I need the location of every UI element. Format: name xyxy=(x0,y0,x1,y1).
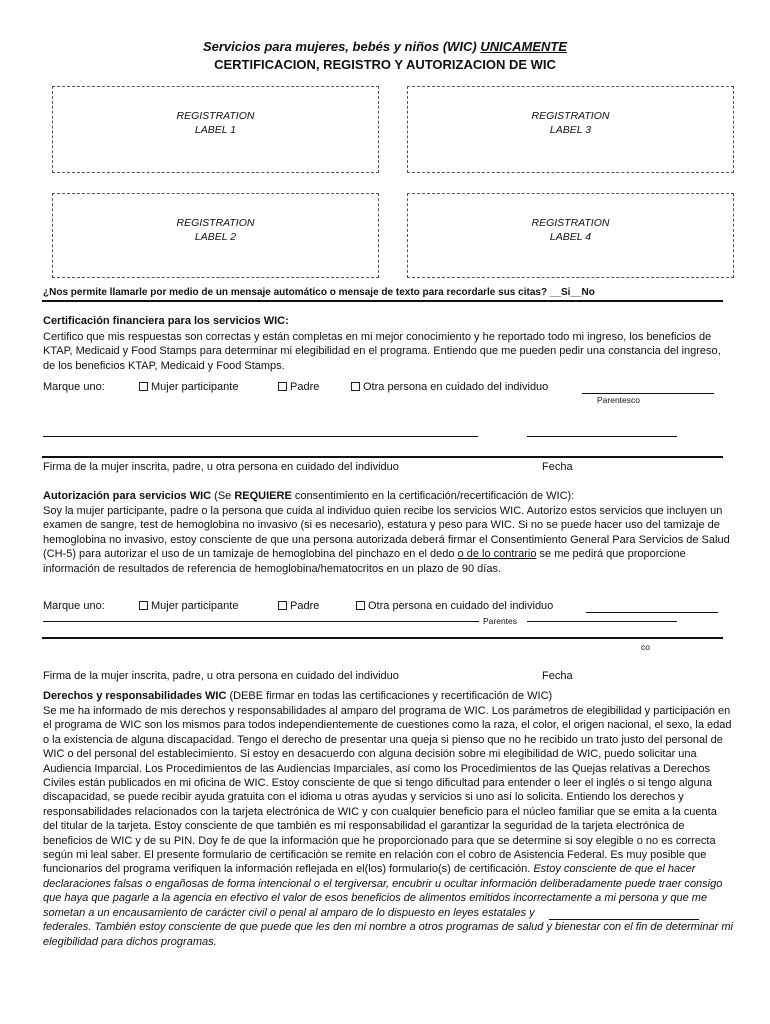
authorization-option-participant[interactable]: Mujer participante xyxy=(139,599,238,614)
financial-signature-label: Firma de la mujer inscrita, padre, u otra persona en cuidado del individuo xyxy=(43,461,399,473)
financial-signature-line[interactable] xyxy=(43,436,478,437)
financial-mark-one xyxy=(43,380,105,395)
rights-heading: Derechos y responsabilidades WIC (DEBE firmar en todas las certificaciones y recertificación de WIC) xyxy=(43,690,553,702)
registration-label-box-2[interactable] xyxy=(52,193,379,278)
auth-date-line[interactable] xyxy=(527,621,677,622)
registration-label-box-4[interactable] xyxy=(407,193,734,278)
financial-date-line[interactable] xyxy=(527,436,677,437)
auth-relationship-field[interactable] xyxy=(586,612,718,613)
form-subtitle: CERTIFICACION, REGISTRO Y AUTORIZACION DE WIC xyxy=(214,57,556,72)
checkbox-icon[interactable] xyxy=(139,601,148,610)
divider xyxy=(42,300,723,302)
title-text: Servicios para mujeres, bebés y niños (WIC) xyxy=(202,39,481,54)
registration-label-box-1[interactable] xyxy=(52,86,379,173)
rights-body: Se me ha informado de mis derechos y responsabilidades al amparo del programa de WIC. Los parámetros de elegibilidad y participación en el programa de WIC son los mismos para todos independientemente de cuestiones como la raza, el color, el origen nacional, el sexo, la edad o la existencia de alguna discapacidad. Tengo el derecho de presentar una queja si pienso que no he recibido un trato justo del personal de WIC o del personal del establecimiento. Si estoy en desacuerdo con alguna decisión sobre mi elegibilidad de WIC, puedo solicitar una Audiencia Imparcial. Los Procedimientos de las Audiencias Imparciales, así como los Procedimientos de las Quejas relativas a Derechos Civiles están publicados en mi oficina de WIC. Estoy consciente de que si tengo dificultad para entender o leer el inglés o si tengo alguna discapacidad, se puede recibir ayuda gratuita con el idioma u otras ayudas y servicios si uno así lo solicita. Entiendo los derechos y responsabilidades relacionados con la tarjeta electrónica de WIC y con cualquier beneficio para el núcleo familiar que se emita a la cuenta del titular de la tarjeta. Estoy consciente de que también es mi responsabilidad el garantizar la seguridad de la tarjeta electrónica de beneficios de WIC y de su PIN. Doy fe de que la información que he proporcionado para que se determine si soy elegible o no es correcta según mi leal saber. El presente formulario de certificación se remite en relación con el cobro de Asistencia Federal. Es muy posible que funcionarios del programa verifiquen la información reflejada en el(los) formulario(s) de certificación. Estoy consciente de que el hacer declaraciones falsas o engañosas de forma intencional o el tergiversar, encubrir u ocultar información deliberadamente puede traer consigo que haya que pagarle a la agencia en efectivo el valor de esos beneficios de alimentos emitidos incorrectamente a mi persona y que me sometan a un encausamiento de carácter civil o penal al amparo de lo dispuesto en leyes estatales y federales. También estoy consciente de que puede que les den mi nombre a otros programas de salud y bienestar con el fin de determinar mi elegibilidad para dichos programas. xyxy=(43,705,733,948)
financial-body: Certifico que mis respuestas son correctas y están completas en mi mejor conocimiento y he reportado todo mi ingreso, los beneficios de KTAP, Medicaid y Food Stamps para determinar mi elegibilidad en el programa. Entiendo que me pueden pedir una constancia del ingreso, de los beneficios KTAP, Medicaid y Food Stamps. xyxy=(43,331,721,372)
reminder-question[interactable]: ¿Nos permite llamarle por medio de un mensaje automático o mensaje de texto para recordarle sus citas? __Si__No xyxy=(43,287,595,298)
auth-relationship-label-tail: co xyxy=(641,642,650,652)
checkbox-icon[interactable] xyxy=(351,382,360,391)
financial-option-participant[interactable]: Mujer participante xyxy=(139,380,238,395)
financial-option-parent[interactable]: Padre xyxy=(278,380,319,395)
divider xyxy=(42,456,723,458)
checkbox-icon[interactable] xyxy=(356,601,365,610)
relationship-label: Parentesco xyxy=(597,395,640,405)
authorization-heading: Autorización para servicios WIC (Se REQUIERE consentimiento en la certificación/recertificación de WIC): xyxy=(43,490,575,502)
label-placeholder: REGISTRATION LABEL 2 xyxy=(176,217,255,243)
label-placeholder: REGISTRATION LABEL 4 xyxy=(531,217,610,243)
title-emphasis: UNICAMENTE xyxy=(480,39,568,54)
financial-heading: Certificación financiera para los servicios WIC: xyxy=(43,315,289,327)
checkbox-icon[interactable] xyxy=(278,382,287,391)
checkbox-icon[interactable] xyxy=(139,382,148,391)
auth-date-label: Fecha xyxy=(542,670,573,682)
registration-label-box-3[interactable] xyxy=(407,86,734,173)
auth-signature-line[interactable] xyxy=(43,621,479,622)
mark-one-label: Marque uno: xyxy=(43,381,105,393)
authorization-option-caregiver[interactable]: Otra persona en cuidado del individuo xyxy=(356,599,553,614)
label-placeholder: REGISTRATION LABEL 3 xyxy=(531,110,610,136)
form-title xyxy=(0,39,770,54)
auth-signature-label: Firma de la mujer inscrita, padre, u otra persona en cuidado del individuo xyxy=(43,670,399,682)
label-placeholder: REGISTRATION LABEL 1 xyxy=(176,110,255,136)
checkbox-icon[interactable] xyxy=(278,601,287,610)
financial-option-caregiver[interactable]: Otra persona en cuidado del individuo xyxy=(351,380,548,395)
auth-relationship-label: Parentes xyxy=(483,616,518,626)
divider xyxy=(42,637,723,639)
financial-date-label: Fecha xyxy=(542,461,573,473)
authorization-body: Soy la mujer participante, padre o la persona que cuida al individuo quien recibe los servicios WIC. Autorizo estos servicios que incluyen un examen de sangre, test de hemoglobina no invasivo (si es necesario), estatura y peso para WIC. Si no se puede hacer uso del tamizaje de hemoglobina no invasivo, estoy consciente de que una persona autorizada deberá firmar el Consentimiento General Para Servicios de Salud (CH-5) para autorizar el uso de un tamizaje de hemoglobina del pinchazo en el dedo o de lo contrario se me pedirá que proporcione información de resultados de referencia de hemoglobina/hematocritos en un plazo de 90 días. xyxy=(43,505,730,575)
authorization-option-parent[interactable]: Padre xyxy=(278,599,319,614)
authorization-mark-one: Marque uno: xyxy=(43,600,105,612)
relationship-field[interactable] xyxy=(582,393,714,394)
rights-signature-blank[interactable] xyxy=(549,919,699,920)
